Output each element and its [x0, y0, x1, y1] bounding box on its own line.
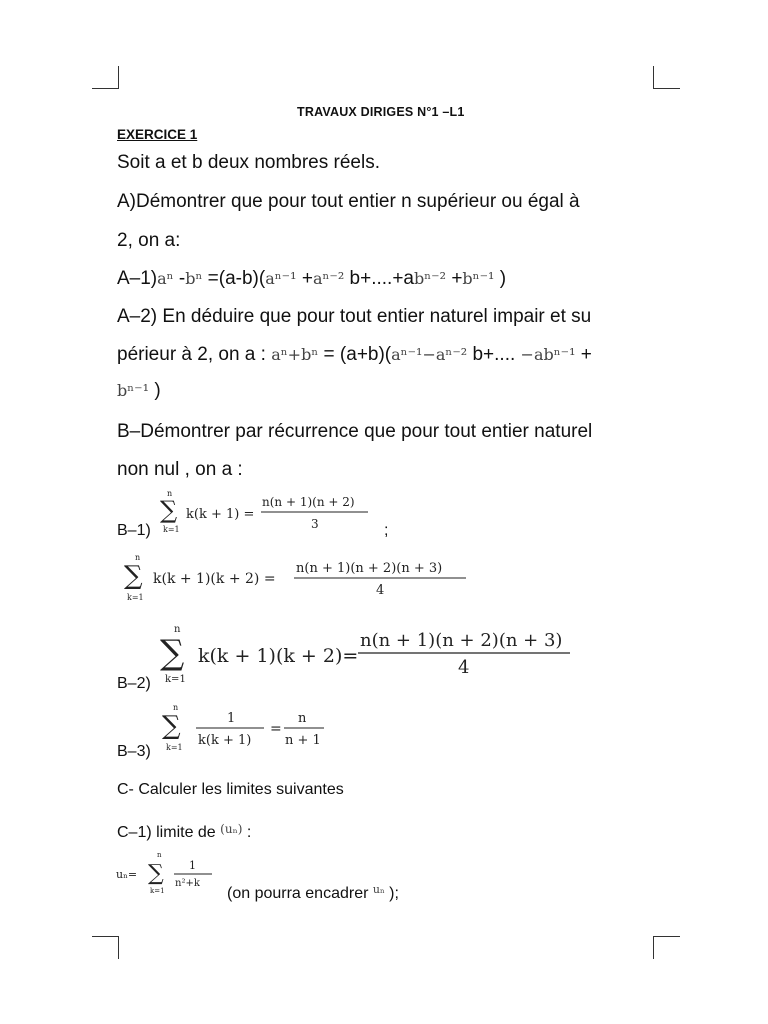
b1-numerator: n(n + 1)(n + 2): [262, 495, 355, 509]
a2-lhs: aⁿ+bⁿ: [271, 345, 319, 364]
b1b-sum-top: n: [135, 553, 141, 562]
b3-rhs-denominator: n + 1: [285, 733, 321, 748]
a2-rhs: (a+b)(: [339, 344, 392, 365]
part-a2-line-2: [117, 344, 592, 366]
b1-denominator: 3: [311, 517, 319, 531]
part-a2-line-1: A–2) En déduire que pour tout entier naturel impair et su: [117, 306, 592, 327]
c1-sum-bot: k=1: [150, 887, 165, 895]
b1b-term: k(k + 1)(k + 2) =: [153, 571, 276, 587]
b1b-equation: [120, 550, 470, 611]
a1-bn: bⁿ: [185, 269, 203, 288]
b3-sigma: ∑: [162, 711, 181, 741]
b1b-numerator: n(n + 1)(n + 2)(n + 3): [296, 561, 443, 576]
a2-text: périeur à 2, on a :: [117, 344, 266, 365]
a1-an2: aⁿ⁻²: [312, 269, 345, 288]
c1-sigma: ∑: [148, 861, 164, 886]
c1-colon: :: [246, 824, 252, 841]
a2-plus: +: [580, 344, 592, 365]
a1-plus-2: +: [451, 268, 463, 289]
part-c-title: C- Calculer les limites suivantes: [117, 781, 344, 798]
b1b-sum-bot: k=1: [127, 593, 144, 602]
part-a1-line: [117, 268, 506, 290]
c1-lhs: uₙ=: [116, 868, 138, 881]
a1-bn2: bⁿ⁻²: [414, 269, 447, 288]
b1b-denominator: 4: [376, 583, 385, 598]
b2-equation: [158, 622, 578, 693]
c1-note: [227, 883, 399, 903]
a1-close: ): [499, 268, 507, 289]
b2-label: B–2): [117, 675, 151, 692]
b1-label: B–1): [117, 522, 151, 539]
c1-denominator: n²+k: [175, 878, 200, 889]
a1-plus-1: +: [301, 268, 313, 289]
crop-mark-top-right: [653, 66, 680, 89]
c1-line: [117, 822, 251, 842]
b1-sum-top: n: [167, 489, 173, 498]
exercise-heading: EXERCICE 1: [117, 127, 198, 142]
intro-text: Soit a et b deux nombres réels.: [117, 152, 380, 173]
a1-an: aⁿ: [157, 269, 174, 288]
a1-label: A–1): [117, 268, 158, 289]
document-title: TRAVAUX DIRIGES N°1 –L1: [297, 105, 465, 119]
a1-mid: =(a-b)(: [207, 268, 266, 289]
a2-mid: b+....: [472, 344, 516, 365]
a1-mid-2: b+....+a: [349, 268, 414, 289]
part-a-line-1: A)Démontrer que pour tout entier n supérieur ou égal à: [117, 191, 580, 212]
b2-numerator: n(n + 1)(n + 2)(n + 3): [360, 630, 563, 651]
part-b-line-2: non nul , on a :: [117, 459, 243, 480]
c1-sum-top: n: [157, 851, 162, 859]
c1-un: (uₙ): [220, 822, 243, 836]
b1-sum-bot: k=1: [163, 525, 180, 534]
b2-term: k(k + 1)(k + 2)=: [198, 645, 359, 667]
a2-abn1: −abⁿ⁻¹: [520, 345, 576, 364]
part-b-line-1: B–Démontrer par récurrence que pour tout entier naturel: [117, 421, 593, 442]
b1-term: k(k + 1) =: [186, 507, 255, 522]
c1-equation: [116, 848, 226, 903]
b3-numerator: 1: [227, 711, 236, 726]
a2-eq: =: [323, 344, 335, 365]
c1-note-text: (on pourra encadrer: [227, 885, 369, 902]
b1-separator: ;: [384, 522, 389, 539]
c1-un-2: uₙ: [372, 883, 385, 896]
a1-an1: aⁿ⁻¹: [265, 269, 297, 288]
a2-terms: aⁿ⁻¹−aⁿ⁻²: [391, 345, 468, 364]
b3-sum-top: n: [173, 703, 179, 712]
c1-label: C–1) limite de: [117, 824, 216, 841]
c1-numerator: 1: [189, 859, 196, 872]
b3-sum-bot: k=1: [166, 743, 183, 752]
part-a2-line-3: [117, 380, 161, 402]
b2-denominator: 4: [458, 657, 470, 678]
crop-mark-top-left: [92, 66, 119, 89]
part-a-line-2: 2, on a:: [117, 230, 181, 251]
a1-bn1: bⁿ⁻¹: [462, 269, 495, 288]
c1-note-end: );: [389, 885, 399, 902]
b3-denominator: k(k + 1): [198, 733, 252, 748]
a1-minus: -: [178, 268, 186, 289]
b2-sigma: ∑: [160, 633, 185, 673]
b3-label: B–3): [117, 743, 151, 760]
a2-close: ): [154, 380, 161, 401]
b2-sum-top: n: [174, 624, 181, 635]
b1-sigma: ∑: [160, 496, 178, 524]
b2-sum-bot: k=1: [165, 674, 186, 685]
b3-rhs-numerator: n: [298, 711, 307, 726]
crop-mark-bottom-right: [653, 936, 680, 959]
b3-equation: [160, 700, 340, 761]
crop-mark-bottom-left: [92, 936, 119, 959]
a2-bn1: bⁿ⁻¹: [117, 381, 150, 400]
b3-equals: =: [270, 721, 282, 737]
b1-equation: [158, 486, 388, 543]
b1b-sigma: ∑: [124, 561, 143, 591]
